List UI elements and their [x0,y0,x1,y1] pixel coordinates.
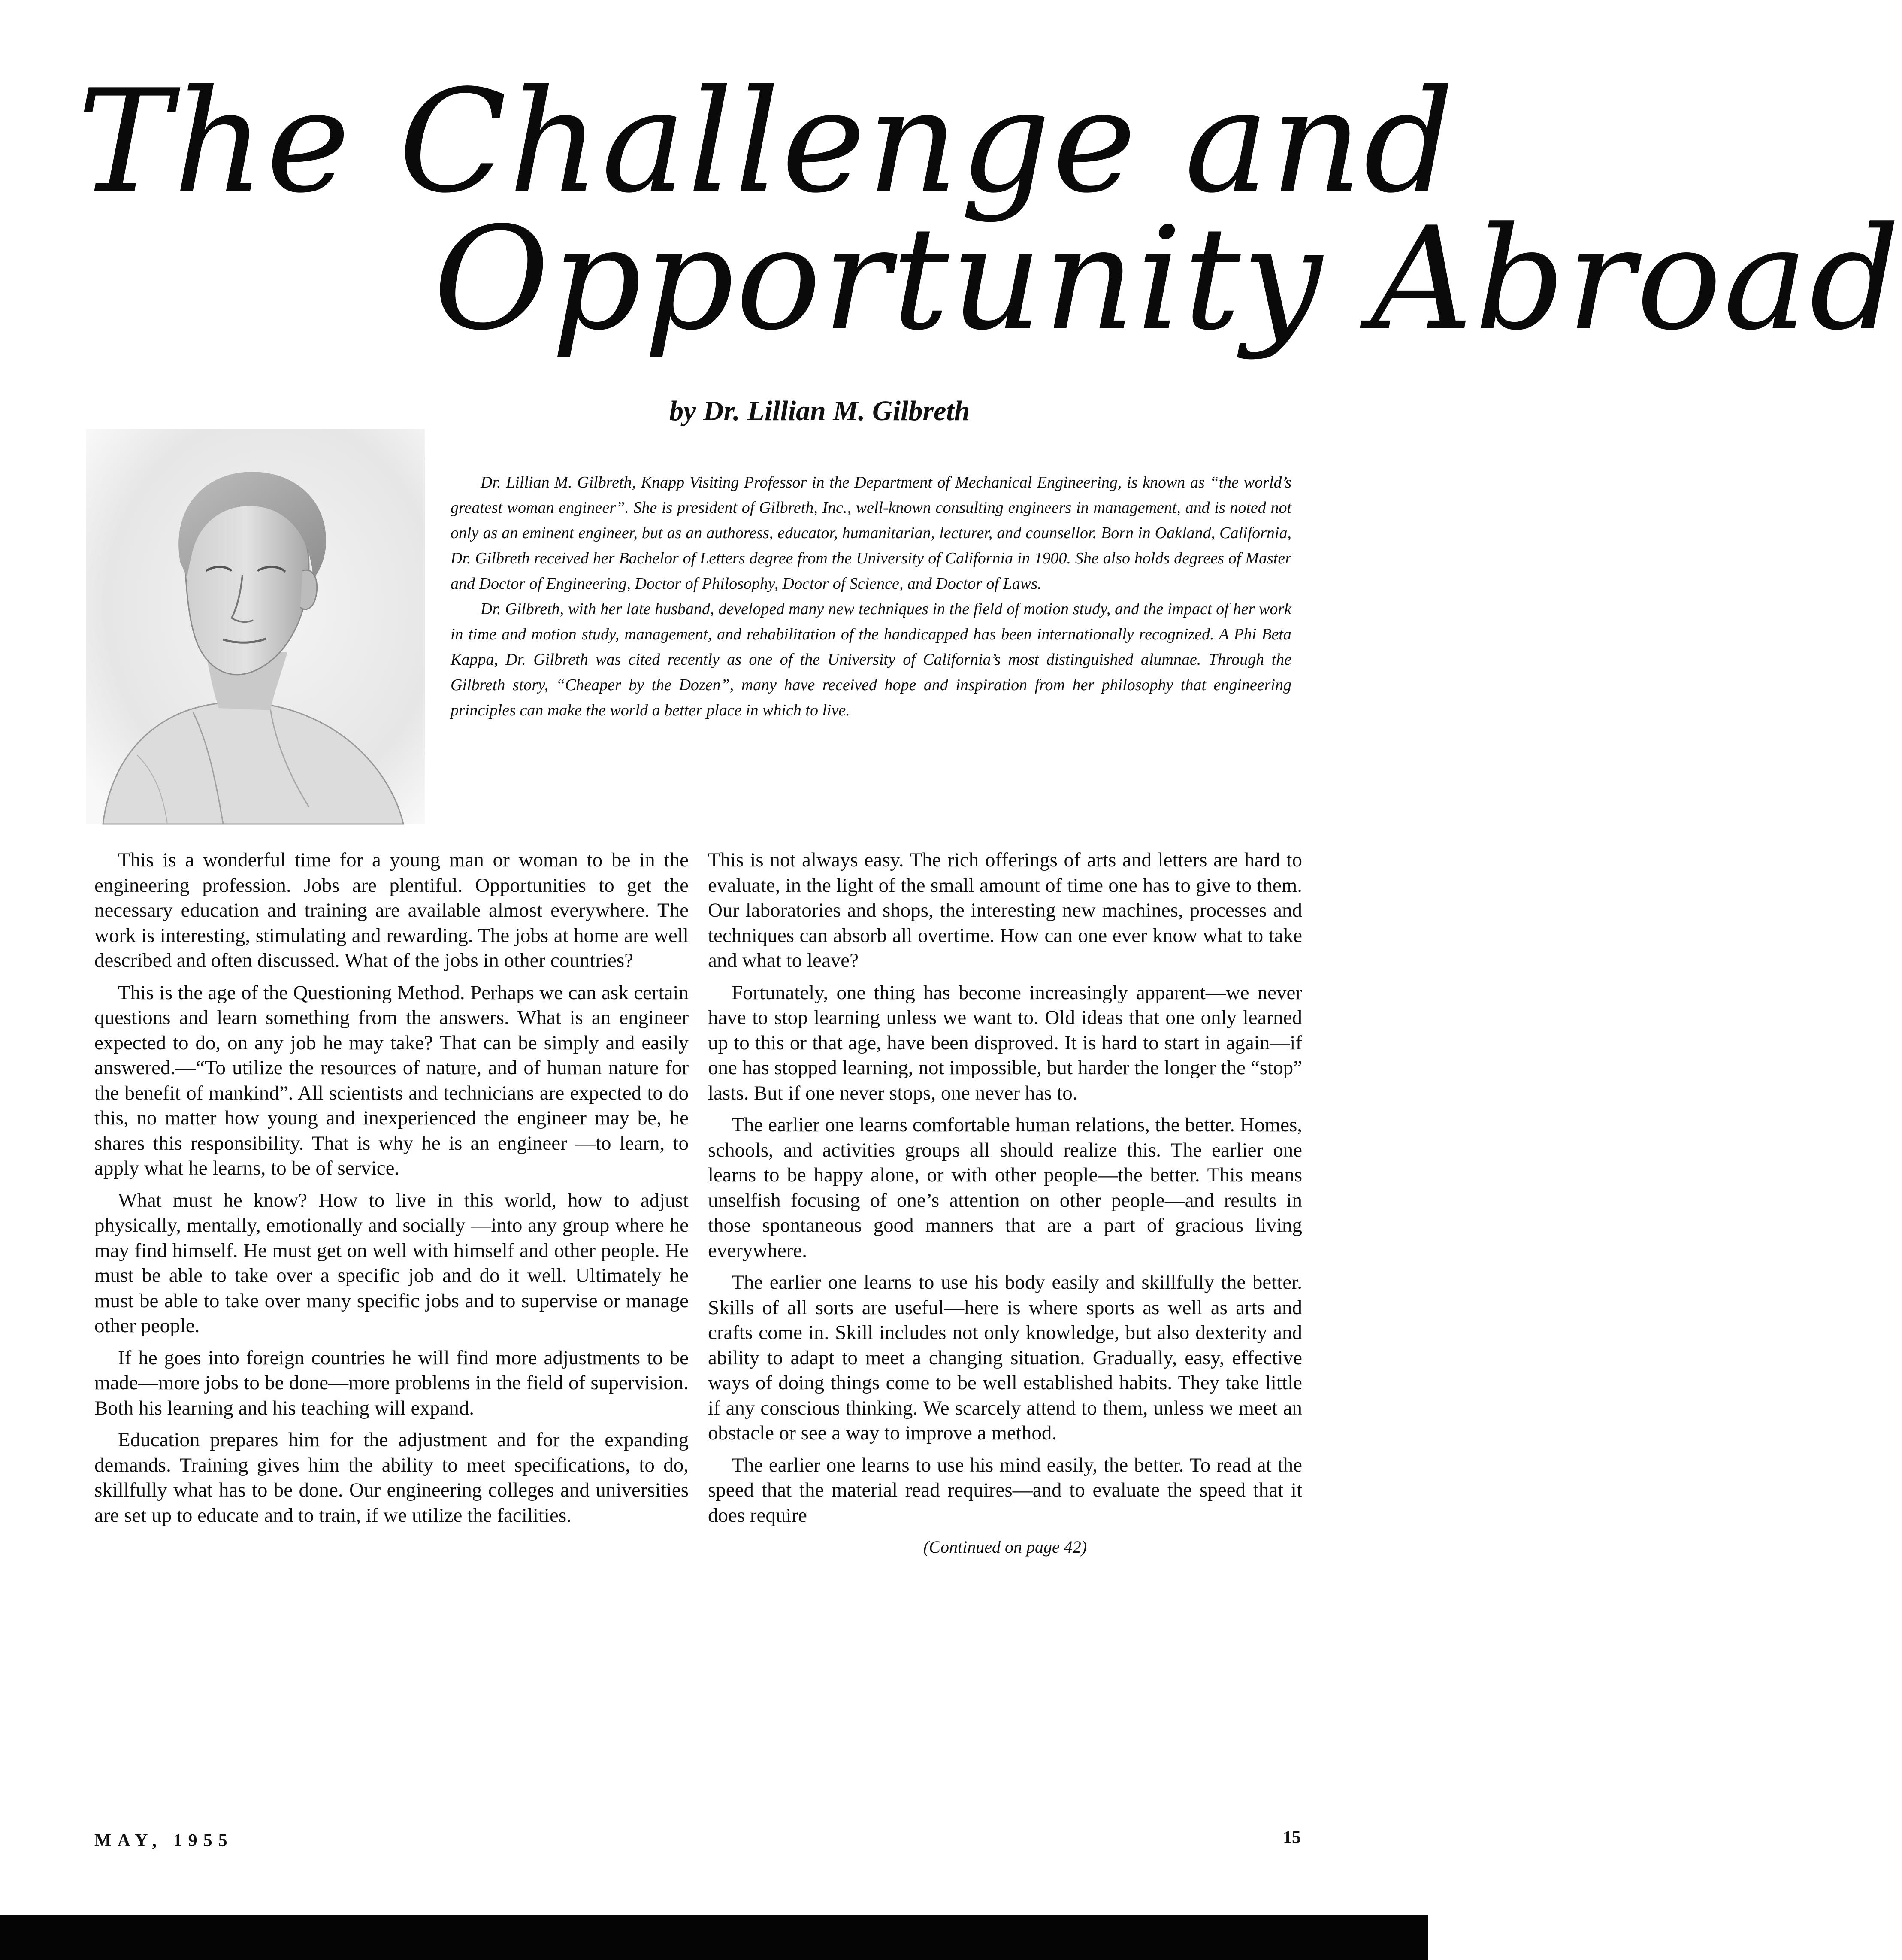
continued-note: (Continued on page 42) [923,1537,1087,1557]
page-number: 15 [1283,1828,1301,1848]
article-column-right [708,848,1302,1560]
portrait-illustration [86,429,425,824]
author-portrait [86,429,425,824]
bio-paragraph: Dr. Lillian M. Gilbreth, Knapp Visiting Professor in the Department of Mechanical Engineering, is known as “the world’s greatest woman engineer”. She is president of Gilbreth, Inc., well-known consulting engineers in management, and is noted not only as an eminent engineer, but as an authoress, educator, humanitarian, lecturer, and counsellor. Born in Oakland, California, Dr. Gilbreth received her Bachelor of Letters degree from the University of California in 1900. She also holds degrees of Master and Doctor of Engineering, Doctor of Philosophy, Doctor of Science, and Doctor of Laws. [451,473,1291,593]
body-paragraph: The earlier one learns to use his mind easily, the better. To read at the speed that the material read requires—and to evaluate the speed that it does require [708,1454,1302,1527]
author-bio [451,470,1291,723]
body-paragraph: If he goes into foreign countries he will find more adjustments to be made—more jobs to be done—more problems in the field of supervision. Both his learning and his teaching will expand. [94,1346,689,1419]
body-paragraph: Education prepares him for the adjustment and for the expanding demands. Training gives him the ability to meet specifications, to do, skillfully what has to be done. Our engineering colleges and universities are set up to educate and to train, if we utilize the facilities. [94,1429,689,1527]
article-column-left [94,848,689,1535]
body-paragraph: This is a wonderful time for a young man or woman to be in the engineering profession. Jobs are plentiful. Opportunities to get the necessary education and training are available almost everywhere. The work is interesting, stimulating and rewarding. The jobs at home are well described and often discussed. What of the jobs in other countries? [94,849,689,972]
issue-date: MAY, 1955 [94,1831,233,1851]
article-title-line-1: The Challenge and [77,59,1456,224]
scan-edge-bar [0,1915,1428,1960]
body-paragraph: What must he know? How to live in this world, how to adjust physically, mentally, emotionally and socially —into any group where he may find himself. He must get on well with himself and other people. He must be able to take over a specific job and do it well. Ultimately he must be able to take over many specific jobs and to supervise or manage other people. [94,1189,689,1337]
body-paragraph: The earlier one learns comfortable human relations, the better. Homes, schools, and activities groups all should realize this. The earlier one learns to be happy alone, or with other people—the better. This means unselfish focusing of one’s attention on other people—and results in those spontaneous good manners that are a part of gracious living everywhere. [708,1114,1302,1262]
body-paragraph: The earlier one learns to use his body easily and skillfully the better. Skills of all sorts are useful—here is where sports as well as arts and crafts come in. Skill includes not only knowledge, but also dexterity and ability to adapt to meet a changing situation. Gradually, easy, effective ways of doing things come to be well established habits. They take little if any conscious thinking. We scarcely attend to them, unless we meet an obstacle or see a way to improve a method. [708,1271,1302,1444]
body-paragraph: This is the age of the Questioning Method. Perhaps we can ask certain questions and learn something from the answers. What is an engineer expected to do, on any job he may take? That can be simply and easily answered.—“To utilize the resources of nature, and of human nature for the benefit of mankind”. All scientists and technicians are expected to do this, no matter how young and inexperienced the engineer may be, he shares this responsibility. That is why he is an engineer —to learn, to apply what he learns, to be of service. [94,981,689,1179]
article-title-line-2: Opportunity Abroad [433,197,1902,361]
bio-paragraph: Dr. Gilbreth, with her late husband, developed many new techniques in the field of motion study, and the impact of her work in time and motion study, management, and rehabilitation of the handicapped has been internationally recognized. A Phi Beta Kappa, Dr. Gilbreth was cited recently as one of the University of California’s most distinguished alumnae. Through the Gilbreth story, “Cheaper by the Dozen”, many have received hope and inspiration from her philosophy that engineering principles can make the world a better place in which to live. [451,600,1291,719]
byline: by Dr. Lillian M. Gilbreth [669,395,970,427]
body-paragraph: Fortunately, one thing has become increasingly apparent—we never have to stop learning unless we want to. Old ideas that one only learned up to this or that age, have been disproved. It is hard to start in again—if one has stopped learning, not impossible, but harder the longer the “stop” lasts. But if one never stops, one never has to. [708,981,1302,1104]
body-paragraph: This is not always easy. The rich offerings of arts and letters are hard to evaluate, in the light of the small amount of time one has to give to them. Our laboratories and shops, the interesting new machines, processes and techniques can absorb all overtime. How can one ever know what to take and what to leave? [708,849,1302,972]
